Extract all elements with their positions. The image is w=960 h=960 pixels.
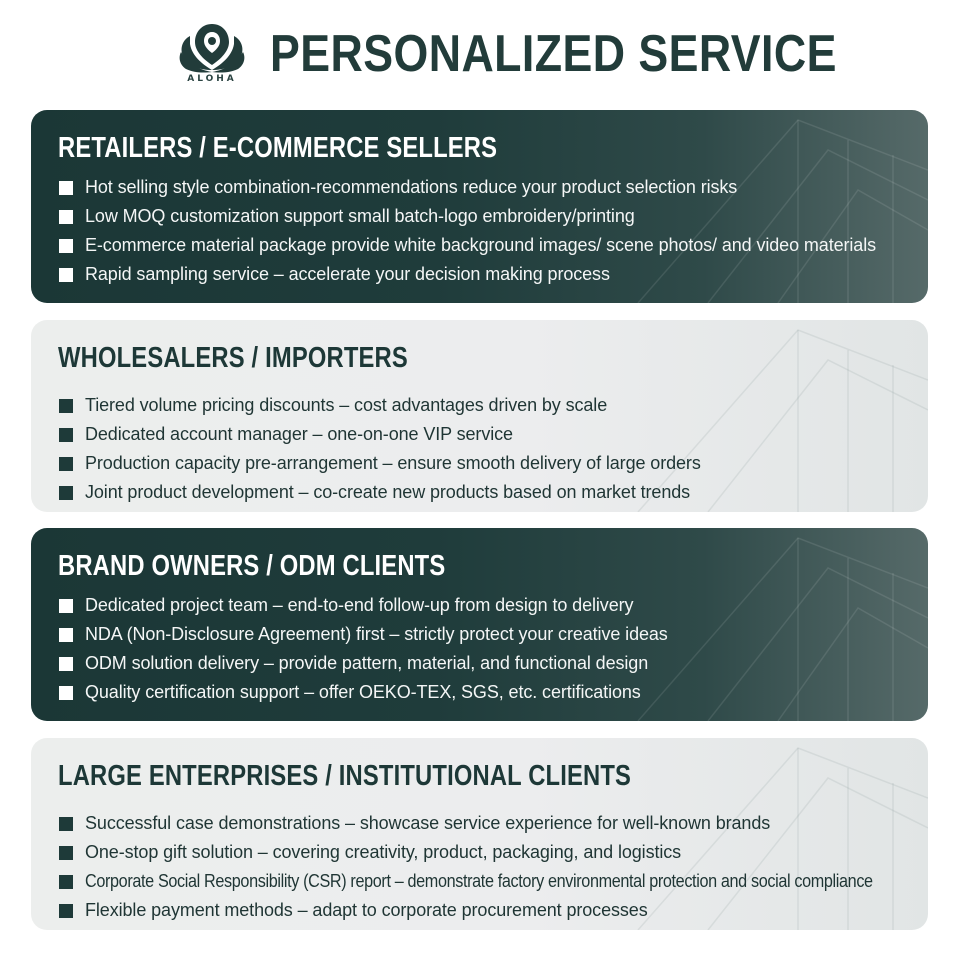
list-item: ODM solution delivery – provide pattern, material, and functional design xyxy=(59,649,668,678)
list-item: Joint product development – co-create new products based on market trends xyxy=(59,478,701,507)
square-bullet-icon xyxy=(59,875,73,889)
section-title: WHOLESALERS / IMPORTERS xyxy=(58,342,408,374)
square-bullet-icon xyxy=(59,486,73,500)
square-bullet-icon xyxy=(59,599,73,613)
section-brand-owners xyxy=(31,528,928,721)
square-bullet-icon xyxy=(59,268,73,282)
square-bullet-icon xyxy=(59,399,73,413)
square-bullet-icon xyxy=(59,846,73,860)
square-bullet-icon xyxy=(59,428,73,442)
section-large-enterprises xyxy=(31,738,928,930)
list-item: E-commerce material package provide white background images/ scene photos/ and video materials xyxy=(59,231,876,260)
list-item: Quality certification support – offer OEKO-TEX, SGS, etc. certifications xyxy=(59,678,668,707)
square-bullet-icon xyxy=(59,239,73,253)
logo-text: ALOHA xyxy=(187,74,237,84)
list-item: Hot selling style combination-recommendations reduce your product selection risks xyxy=(59,173,876,202)
section-title: LARGE ENTERPRISES / INSTITUTIONAL CLIENTS xyxy=(58,760,632,792)
list-item: Tiered volume pricing discounts – cost advantages driven by scale xyxy=(59,391,701,420)
list-item: NDA (Non-Disclosure Agreement) first – strictly protect your creative ideas xyxy=(59,620,668,649)
header xyxy=(0,0,960,100)
square-bullet-icon xyxy=(59,457,73,471)
section-title: RETAILERS / E-COMMERCE SELLERS xyxy=(58,132,498,164)
square-bullet-icon xyxy=(59,210,73,224)
square-bullet-icon xyxy=(59,628,73,642)
list-item: Dedicated project team – end-to-end follow-up from design to delivery xyxy=(59,591,668,620)
square-bullet-icon xyxy=(59,181,73,195)
list-item: Low MOQ customization support small batch-logo embroidery/printing xyxy=(59,202,876,231)
list-item: Rapid sampling service – accelerate your decision making process xyxy=(59,260,876,289)
page-title: PERSONALIZED SERVICE xyxy=(270,25,837,83)
list-item: Production capacity pre-arrangement – ensure smooth delivery of large orders xyxy=(59,449,701,478)
section-title: BRAND OWNERS / ODM CLIENTS xyxy=(58,550,446,582)
aloha-logo xyxy=(176,18,248,88)
square-bullet-icon xyxy=(59,657,73,671)
list-item: Dedicated account manager – one-on-one VIP service xyxy=(59,420,701,449)
list-item: Corporate Social Responsibility (CSR) report – demonstrate factory environmental protection and social compliance xyxy=(59,867,928,896)
feature-list xyxy=(59,809,928,925)
list-item: Successful case demonstrations – showcase service experience for well-known brands xyxy=(59,809,928,838)
section-wholesalers xyxy=(31,320,928,512)
list-item: One-stop gift solution – covering creativity, product, packaging, and logistics xyxy=(59,838,928,867)
section-retailers xyxy=(31,110,928,303)
shell-icon xyxy=(176,18,248,78)
feature-list xyxy=(59,173,876,289)
feature-list xyxy=(59,391,701,507)
square-bullet-icon xyxy=(59,686,73,700)
list-item: Flexible payment methods – adapt to corporate procurement processes xyxy=(59,896,928,925)
square-bullet-icon xyxy=(59,904,73,918)
feature-list xyxy=(59,591,668,707)
square-bullet-icon xyxy=(59,817,73,831)
